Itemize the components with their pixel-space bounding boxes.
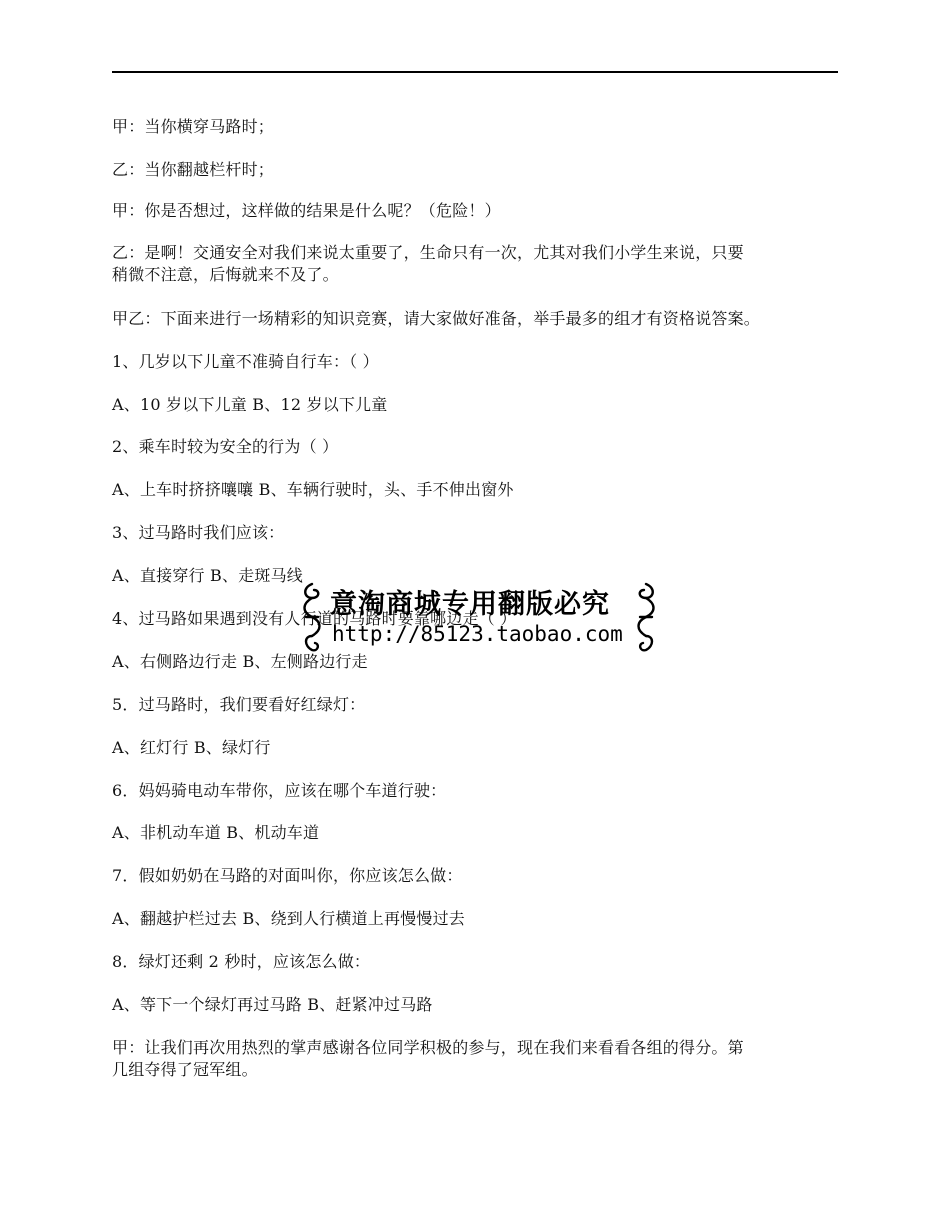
paragraph: 4、过马路如果遇到没有人行道的马路时要靠哪边走（ ） — [112, 609, 517, 628]
paragraph: 甲：让我们再次用热烈的掌声感谢各位同学积极的参与，现在我们来看看各组的得分。第 几组夺得了冠军组。 — [112, 1038, 744, 1079]
paragraph: A、直接穿行 B、走斑马线 — [112, 566, 303, 585]
paragraph: 5．过马路时，我们要看好红绿灯： — [112, 695, 366, 714]
paragraph: A、红灯行 B、绿灯行 — [112, 738, 271, 757]
paragraph: 甲乙：下面来进行一场精彩的知识竞赛，请大家做好准备，举手最多的组才有资格说答案。 — [112, 309, 761, 328]
paragraph: A、上车时挤挤嚷嚷 B、车辆行驶时，头、手不伸出窗外 — [112, 480, 514, 499]
paragraph: 乙：当你翻越栏杆时； — [112, 160, 275, 179]
watermark-stamp — [298, 578, 660, 658]
paragraph: 甲：你是否想过，这样做的结果是什么呢？（危险！） — [112, 201, 501, 220]
paragraph: 3、过马路时我们应该： — [112, 523, 285, 542]
paragraph: 8．绿灯还剩 2 秒时，应该怎么做： — [112, 952, 371, 971]
watermark-url: http://85123.taobao.com — [332, 622, 623, 646]
paragraph: A、等下一个绿灯再过马路 B、赶紧冲过马路 — [112, 995, 433, 1014]
paragraph: 2、乘车时较为安全的行为（ ） — [112, 437, 339, 456]
paragraph: A、翻越护栏过去 B、绕到人行横道上再慢慢过去 — [112, 909, 465, 928]
paragraph: 甲：当你横穿马路时； — [112, 117, 275, 136]
paragraph: 6．妈妈骑电动车带你，应该在哪个车道行驶： — [112, 781, 447, 800]
paragraph: 7．假如奶奶在马路的对面叫你，你应该怎么做： — [112, 866, 463, 885]
paragraph: A、非机动车道 B、机动车道 — [112, 823, 320, 842]
header-rule — [112, 71, 838, 73]
paragraph: 1、几岁以下儿童不准骑自行车：（ ） — [112, 352, 379, 371]
paragraph: A、右侧路边行走 B、左侧路边行走 — [112, 652, 368, 671]
paragraph: 乙：是啊！交通安全对我们来说太重要了，生命只有一次，尤其对我们小学生来说，只要 稍微不注意，后悔就来不及了。 — [112, 243, 744, 284]
ornament-left-icon — [298, 580, 326, 654]
ornament-right-icon — [632, 580, 660, 654]
paragraph: A、10 岁以下儿童 B、12 岁以下儿童 — [112, 395, 388, 414]
watermark-line1: 意淘商城专用翻版必究 — [330, 589, 610, 620]
